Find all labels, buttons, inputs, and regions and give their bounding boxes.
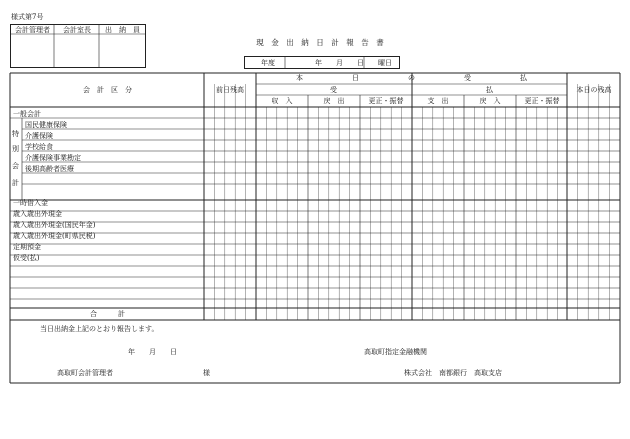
other-account-row: 歳入歳出外現金(国民年金) (13, 221, 96, 229)
stamp-header-accounting-manager: 会計管理者 (15, 26, 50, 34)
page-title: 現 金 出 納 日 計 報 告 書 (256, 38, 384, 47)
other-account-row: 一時借入金 (13, 199, 48, 207)
footer-date: 年 月 日 (128, 348, 177, 356)
bank-name: 株式会社 南都銀行 高取支店 (404, 369, 502, 377)
todays-receipts-payments-header: 本 日 の 受 払 (296, 74, 527, 82)
designated-bank-label: 高取町指定金融機関 (364, 348, 427, 356)
special-account-char-4: 計 (12, 179, 19, 187)
receipts-income-header: 収 入 (271, 97, 293, 105)
receipts-correction-header: 更正・振替 (368, 97, 404, 105)
general-account-label: 一般会計 (13, 110, 41, 118)
stamp-header-cashier: 出 納 員 (105, 26, 140, 34)
special-account-row: 後期高齢者医療 (25, 165, 74, 173)
report-statement: 当日出納金上記のとおり報告します。 (40, 325, 159, 333)
payments-correction-header: 更正・振替 (524, 97, 560, 105)
account-category-header: 会 計 区 分 (83, 86, 132, 94)
total-label: 合 計 (90, 310, 125, 318)
payments-header: 払 (486, 86, 493, 94)
special-account-row: 介護保険事業勘定 (25, 154, 81, 162)
special-account-char-3: 会 (12, 162, 19, 170)
special-account-char-1: 特 (12, 130, 19, 138)
special-account-row: 介護保険 (25, 132, 53, 140)
payments-return-header: 戻 入 (479, 97, 501, 105)
accounting-manager-addressee: 高取町会計管理者 (57, 369, 113, 377)
previous-balance-header: 前日残高 (216, 86, 244, 94)
other-account-row: 歳入歳出外現金 (13, 210, 62, 218)
report-date: 年 月 日 (315, 59, 364, 67)
special-account-row: 学校給食 (25, 143, 53, 151)
payments-expenditure-header: 支 出 (427, 97, 449, 105)
receipts-header: 受 (330, 86, 337, 94)
other-account-row: 定期預金 (13, 243, 41, 251)
other-account-row: 歳入歳出外現金(町県民税) (13, 232, 96, 240)
other-account-row: 仮受(払) (13, 254, 40, 262)
weekday-label: 曜日 (378, 59, 392, 67)
special-account-char-2: 別 (12, 145, 19, 153)
stamp-header-office-chief: 会計室長 (63, 26, 91, 34)
form-number: 様式第7号 (11, 13, 44, 21)
special-account-row: 国民健康保険 (25, 121, 67, 129)
receipts-refund-header: 戻 出 (323, 97, 345, 105)
closing-balance-header: 本日の残高 (576, 86, 612, 94)
honorific: 様 (203, 369, 210, 377)
fiscal-year-label: 年度 (261, 59, 275, 67)
